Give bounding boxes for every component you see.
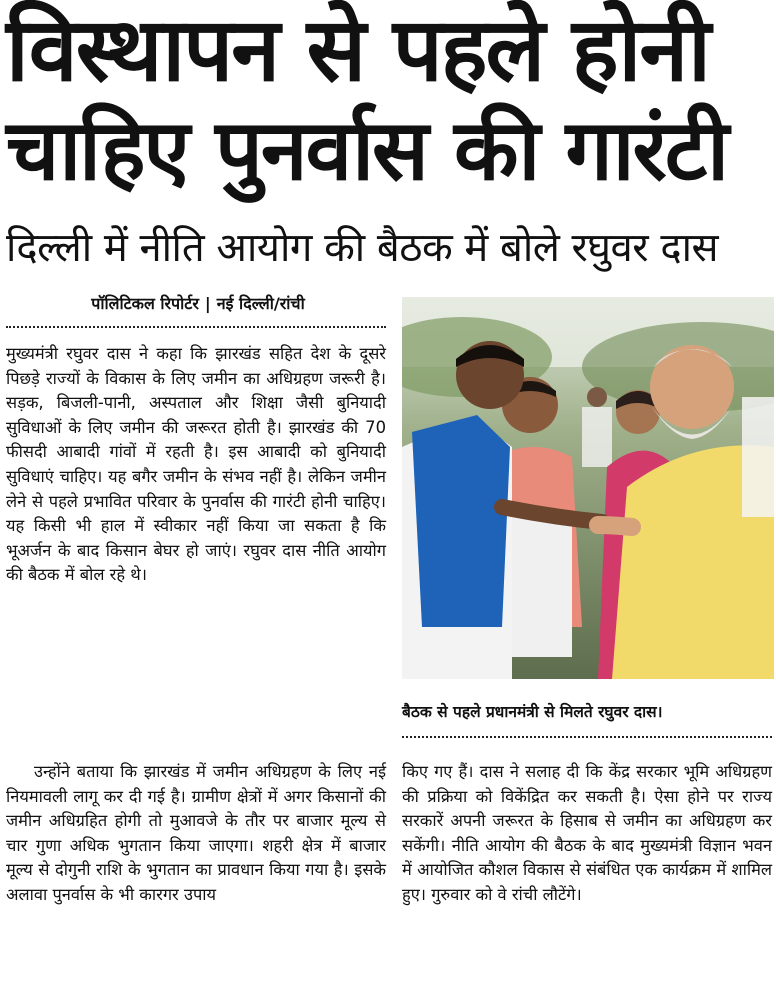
body-column-left-bottom xyxy=(6,760,386,908)
byline-reporter: पॉलिटिकल रिपोर्टर xyxy=(91,294,199,313)
news-photo xyxy=(402,297,774,679)
byline-location: नई दिल्ली/रांची xyxy=(216,294,305,313)
byline xyxy=(6,292,390,314)
photo-illustration xyxy=(402,297,774,679)
subheadline: दिल्ली में नीति आयोग की बैठक में बोले रघुवर दास xyxy=(6,225,719,271)
byline-separator: | xyxy=(204,294,211,313)
headline-line-2: चाहिए पुनर्वास की गारंटी xyxy=(6,101,727,199)
caption-dotted-rule xyxy=(402,736,772,738)
body-paragraph-1: मुख्यमंत्री रघुवर दास ने कहा कि झारखंड सहित देश के दूसरे पिछड़े राज्यों के विकास के लिए जमीन का अधिग्रहण जरूरी है। सड़क, बिजली-पानी, अस्पताल और शिक्षा जैसी बुनियादी सुविधाओं के लिए जमीन की जरूरत होती है। झारखंड की 70 फीसदी आबादी गांवों में रहती है। इस आबादी को बुनियादी सुविधाएं चाहिए। यह बगैर जमीन के संभव नहीं है। लेकिन जमीन लेने से पहले प्रभावित परिवार के पुनर्वास की गारंटी होनी चाहिए। यह किसी भी हाल में स्वीकार नहीं किया जा सकता है कि भूअर्जन के बाद किसान बेघर हो जाएं। रघुवर दास नीति आयोग की बैठक में बोल रहे थे। xyxy=(6,344,386,585)
body-paragraph-3: किए गए हैं। दास ने सलाह दी कि केंद्र सरकार भूमि अधिग्रहण की प्रक्रिया को विकेंद्रित कर सकती है। ऐसा होने पर राज्य सरकारें अपनी जरूरत के हिसाब से जमीन का अधिग्रहण कर सकेंगी। नीति आयोग की बैठक के बाद मुख्यमंत्री विज्ञान भवन में आयोजित कौशल विकास से संबंधित एक कार्यक्रम में शामिल हुए। गुरुवार को वे रांची लौटेंगे। xyxy=(402,762,772,904)
byline-dotted-rule xyxy=(6,326,386,328)
headline-line-1: विस्थापन से पहले होनी xyxy=(6,0,709,101)
body-column-left-top xyxy=(6,342,386,588)
body-paragraph-2: उन्होंने बताया कि झारखंड में जमीन अधिग्रहण के लिए नई नियमावली लागू कर दी गई है। ग्रामीण क्षेत्रों में अगर किसानों की जमीन अधिग्रहित होगी तो मुआवजे के तौर पर बाजार मूल्य से चार गुणा अधिक भुगतान किया जाएगा। शहरी क्षेत्र में बाजार मूल्य से दोगुनी राशि के भुगतान का प्रावधान किया गया है। इसके अलावा पुनर्वास के भी कारगर उपाय xyxy=(6,762,386,904)
photo-caption: बैठक से पहले प्रधानमंत्री से मिलते रघुवर दास। xyxy=(402,703,663,721)
body-column-right xyxy=(402,760,772,908)
